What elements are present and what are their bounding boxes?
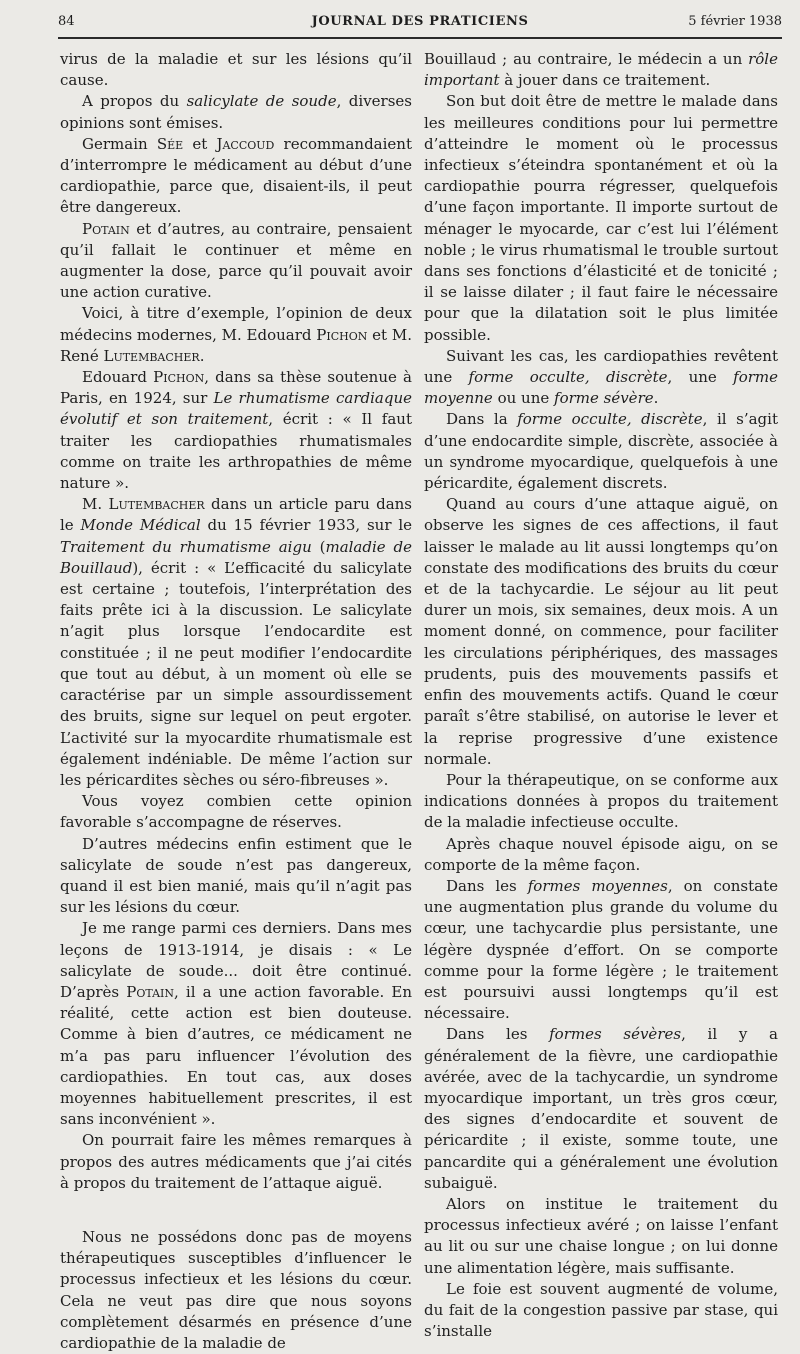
- paragraph: M. Lutembacher dans un article paru dans le Monde Médical du 15 février 1933, sur le Traitement du rhumatisme aigu (maladie de Bouillaud), écrit : « L’efficacité du salicylate est certaine ; toutefois, l’interprétation des faits prête ici à la discussion. Le salicylate n’agit plus lorsque l’endocardite est constituée ; il ne peut modifier l’endocardite que tout au début, à un moment où elle se caractérise par un simple assourdissement des bruits, signe sur lequel on peut ergoter. L’activité sur la myocardite rhumatismale est également indéniable. De même l’action sur les péricardites sèches ou séro-fibreuses ».: [60, 495, 412, 789]
- paragraph: On pourrait faire les mêmes remarques à propos des autres médicaments que j’ai cités à propos du traitement de l’attaque aiguë.: [60, 1131, 412, 1192]
- paragraph: Après chaque nouvel épisode aigu, on se comporte de la même façon.: [424, 834, 778, 874]
- paragraph: Dans les formes moyennes, on constate une augmentation plus grande du volume du cœur, une tachycardie plus persistante, une légère dyspnée d’effort. On se comporte comme pour la forme légère ; le traitement est poursuivi aussi longtemps qu’il est nécessaire.: [424, 876, 778, 1023]
- paragraph: Vous voyez combien cette opinion favorable s’accompagne de réserves.: [60, 792, 412, 832]
- paragraph: Dans les formes sévères, il y a généralement de la fièvre, une cardiopathie avérée, avec de la tachycardie, un syndrome myocardique important, un très gros cœur, des signes d’endocardite et souvent de péricardite ; il existe, somme toute, une pancardite qui a généralement une évolution subaiguë.: [424, 1025, 778, 1192]
- paragraph: Le foie est souvent augmenté de volume, du fait de la congestion passive par stase, qui s’installe: [424, 1279, 778, 1341]
- right-column: [424, 49, 778, 1342]
- paragraph: Alors on institue le traitement du processus infectieux avéré ; on laisse l’enfant au lit ou sur une chaise longue ; on lui donne une alimentation légère, mais suffisante.: [424, 1194, 778, 1277]
- issue-date: 5 février 1938: [688, 14, 782, 29]
- journal-title: JOURNAL DES PRATICIENS: [311, 14, 529, 29]
- page-number: 84: [58, 14, 75, 29]
- paragraph: Dans la forme occulte, discrète, il s’agit d’une endocardite simple, discrète, associée à un syndrome myocardique, quelquefois à une péricardite, également discrets.: [424, 410, 778, 493]
- paragraph: Pour la thérapeutique, on se conforme aux indications données à propos du traitement de la maladie infectieuse occulte.: [424, 770, 778, 832]
- paragraph: Voici, à titre d’exemple, l’opinion de deux médecins modernes, M. Edouard Pichon et M. René Lutembacher.: [60, 304, 413, 365]
- paragraph: Bouillaud ; au contraire, le médecin a un rôle important à jouer dans ce traitement.: [424, 50, 778, 90]
- paragraph: Je me range parmi ces derniers. Dans mes leçons de 1913-1914, je disais : « Le salicylate de soude... doit être continué. D’après Potain, il a une action favorable. En réalité, cette action est bien douteuse. Comme à bien d’autres, ce médicament ne m’a pas paru influencer l’évolution des cardiopathies. En tout cas, aux doses moyennes habituellement prescrites, il est sans inconvénient ».: [60, 919, 412, 1129]
- header-rule: [58, 37, 782, 39]
- paragraph: D’autres médecins enfin estiment que le salicylate de soude n’est pas dangereux, quand il est bien manié, mais qu’il n’agit pas sur les lésions du cœur.: [60, 834, 412, 917]
- paragraph: Quand au cours d’une attaque aiguë, on observe les signes de ces affections, il faut laisser le malade au lit aussi longtemps qu’on constate des modifications des bruits du cœur et de la tachycardie. Le séjour au lit peut durer un mois, six semaines, deux mois. A un moment donné, on commence, pour faciliter les circulations périphériques, des massages prudents, puis des mouvements passifs et enfin des mouvements actifs. Quand le cœur paraît s’être stabilisé, on autorise le lever et la reprise progressive d’une existence normale.: [424, 495, 778, 768]
- left-column: [60, 49, 412, 1354]
- paragraph: Potain et d’autres, au contraire, pensaient qu’il fallait le continuer et même en augmenter la dose, parce qu’il pouvait avoir une action curative.: [60, 219, 412, 302]
- paragraph: virus de la maladie et sur les lésions qu’il cause.: [60, 50, 412, 90]
- paragraph: A propos du salicylate de soude, diverses opinions sont émises.: [60, 92, 412, 132]
- paragraph: Son but doit être de mettre le malade dans les meilleures conditions pour lui permettre d’atteindre le moment où le processus infectieux s’éteindra spontanément et où la cardiopathie pourra régresser, quelquefois d’une façon importante. Il importe surtout de ménager le myocarde, car c’est lui l’élément noble ; le virus rhumatismal le trouble surtout dans ses fonctions d’élasticité et de tonicité ; il se laisse dilater ; il faut faire le nécessaire pour que la dilatation soit le plus limitée possible.: [424, 92, 778, 344]
- paragraph: Suivant les cas, les cardiopathies revêtent une forme occulte, discrète, une forme moyenne ou une forme sévère.: [424, 346, 778, 408]
- running-header: [58, 14, 782, 36]
- paragraph: Edouard Pichon, dans sa thèse soutenue à Paris, en 1924, sur Le rhumatisme cardiaque évolutif et son traitement, écrit : « Il faut traiter les cardiopathies rhumatismales comme on traite les arthropathies de même nature ».: [60, 368, 412, 493]
- paragraph: Nous ne possédons donc pas de moyens thérapeutiques susceptibles d’influencer le processus infectieux et les lésions du cœur. Cela ne veut pas dire que nous soyons complètement désarmés en présence d’une cardiopathie de la maladie de: [60, 1227, 412, 1352]
- paragraph: Germain Sée et Jaccoud recommandaient d’interrompre le médicament au début d’une cardiopathie, parce que, disaient-ils, il peut être dangereux.: [60, 134, 412, 217]
